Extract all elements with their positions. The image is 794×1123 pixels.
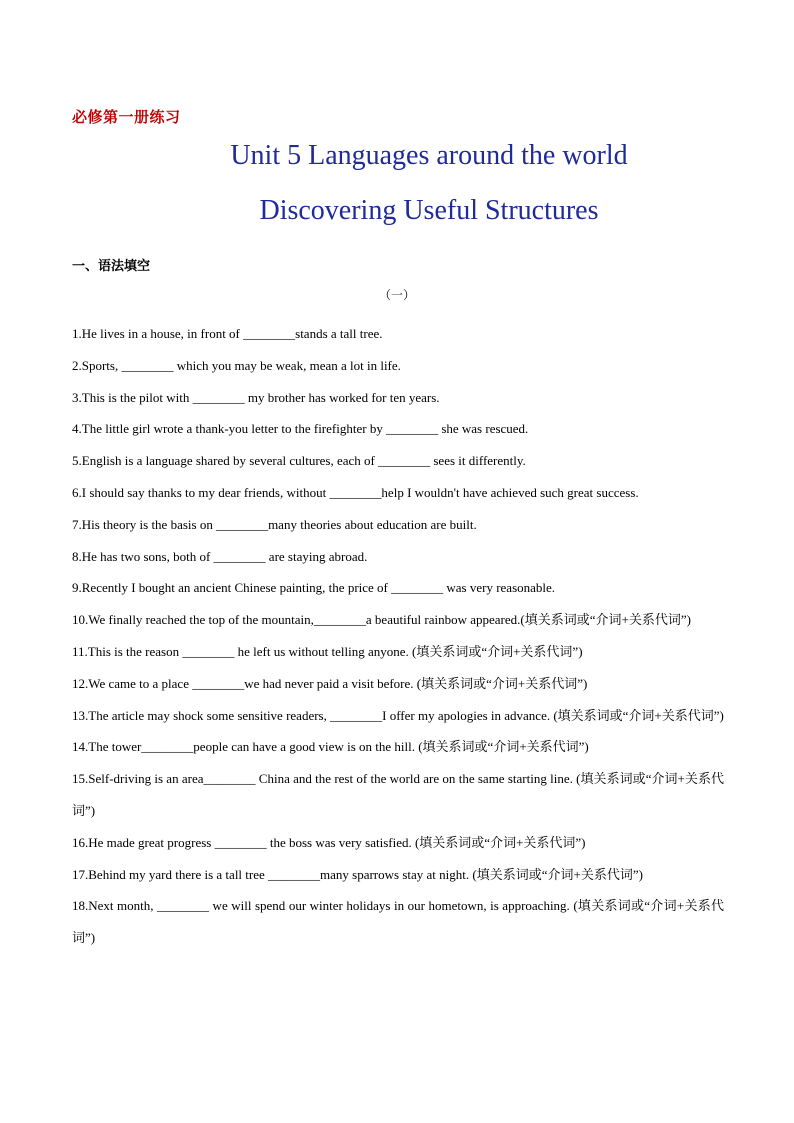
question-item: 1.He lives in a house, in front of ________stands a tall tree. <box>72 326 383 341</box>
book-label: 必修第一册练习 <box>72 108 181 126</box>
lesson-title: Discovering Useful Structures <box>259 195 599 226</box>
question-item: 8.He has two sons, both of ________ are staying abroad. <box>72 548 368 564</box>
unit-title: Unit 5 Languages around the world <box>230 140 628 171</box>
question-item: 9.Recently I bought an ancient Chinese painting, the price of ________ was very reasonable. <box>72 580 556 596</box>
question-item: 13.The article may shock some sensitive readers, ________I offer my apologies in advance. (填关系词或“介词+关系代词”) <box>72 707 724 723</box>
section-heading: 一、语法填空 <box>72 259 151 274</box>
question-item: 14.The tower________people can have a good view is on the hill. (填关系词或“介词+关系代词”) <box>72 739 589 755</box>
question-item: 3.This is the pilot with ________ my brother has worked for ten years. <box>72 389 440 405</box>
question-item: 16.He made great progress ________ the boss was very satisfied. (填关系词或“介词+关系代词”) <box>72 834 586 850</box>
question-item: 18.Next month, ________ we will spend our winter holidays in our hometown, is approaching. (填关系词或“介词+关系代词”) <box>72 898 724 946</box>
question-item: 17.Behind my yard there is a tall tree ________many sparrows stay at night. (填关系词或“介词+关系代词”) <box>72 866 643 882</box>
question-item: 6.I should say thanks to my dear friends, without ________help I wouldn't have achieved such great success. <box>72 484 639 500</box>
question-list <box>72 318 724 954</box>
question-item: 15.Self-driving is an area________ China and the rest of the world are on the same starting line. (填关系词或“介词+关系代词”) <box>72 771 724 818</box>
question-item: 11.This is the reason ________ he left us without telling anyone. (填关系词或“介词+关系代词”) <box>72 643 583 659</box>
question-item: 2.Sports, ________ which you may be weak, mean a lot in life. <box>72 357 401 373</box>
question-item: 4.The little girl wrote a thank-you letter to the firefighter by ________ she was rescued. <box>72 421 529 437</box>
question-item: 5.English is a language shared by several cultures, each of ________ sees it differently. <box>72 453 526 469</box>
sub-heading: （一） <box>378 288 415 302</box>
question-item: 7.His theory is the basis on ________many theories about education are built. <box>72 516 477 532</box>
question-item: 12.We came to a place ________we had never paid a visit before. (填关系词或“介词+关系代词”) <box>72 675 588 691</box>
question-item: 10.We finally reached the top of the mountain,________a beautiful rainbow appeared.(填关系词或“介词+关系代词”) <box>72 612 691 628</box>
